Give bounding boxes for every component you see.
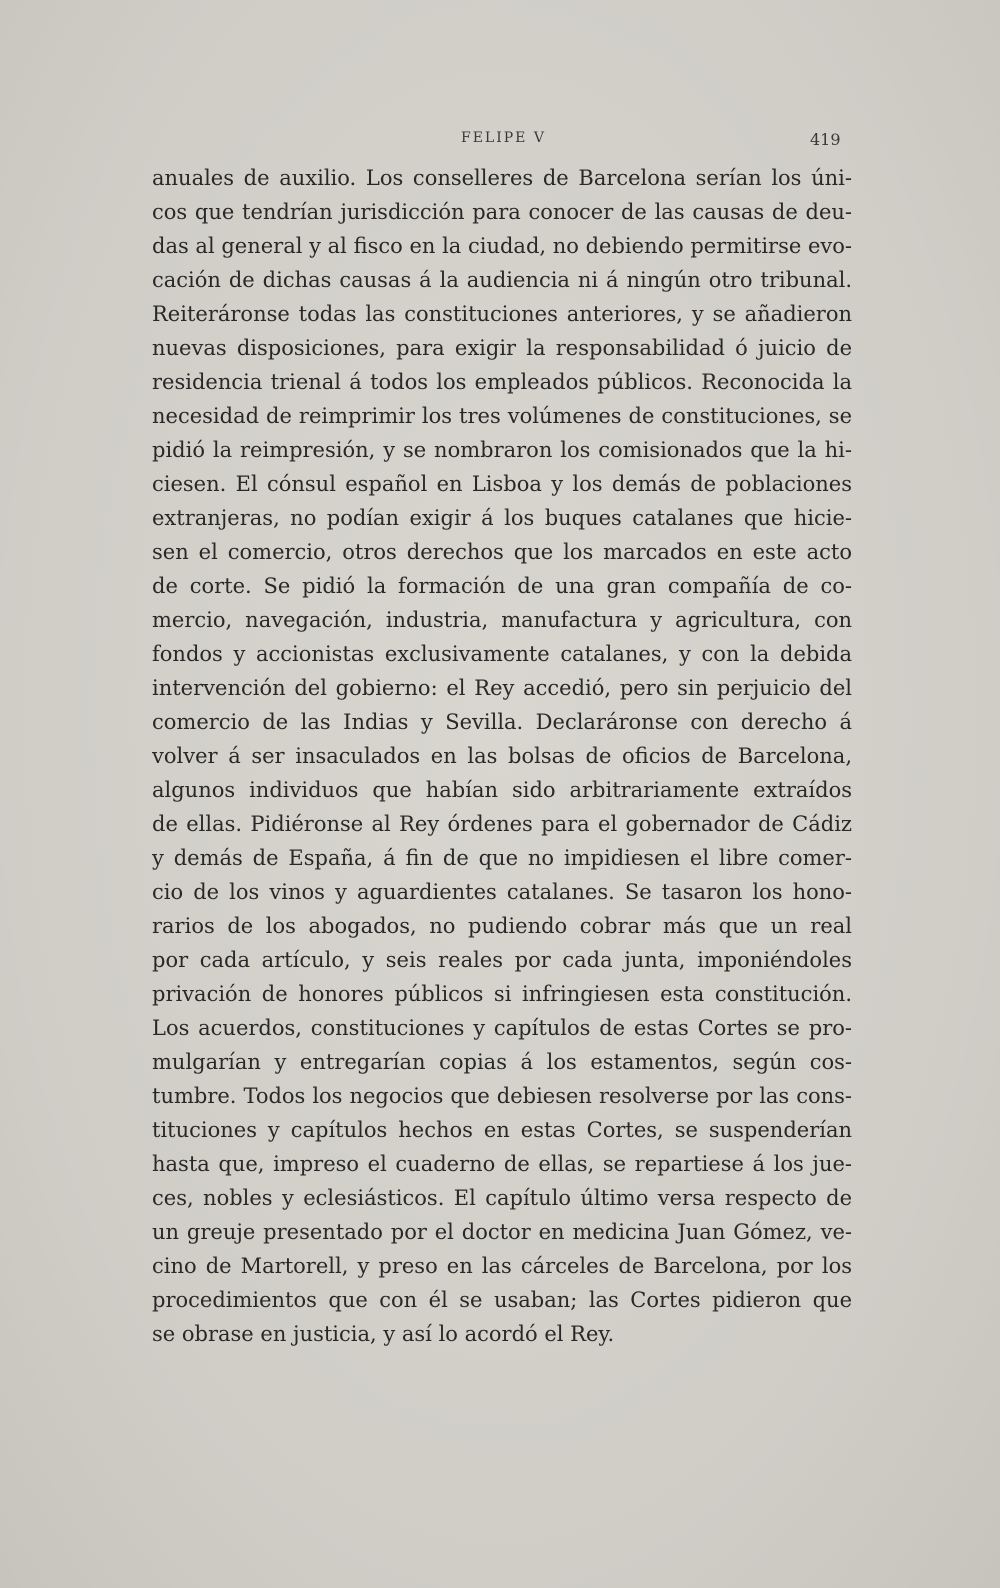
- text-line: un greuje presentado por el doctor en medicina Juan Gómez, ve-: [152, 1220, 852, 1244]
- text-line: mulgarían y entregarían copias á los estamentos, según cos-: [152, 1050, 852, 1074]
- text-line: necesidad de reimprimir los tres volúmenes de constituciones, se: [152, 404, 852, 428]
- text-line: privación de honores públicos si infringiesen esta constitución.: [152, 982, 852, 1006]
- text-line: sen el comercio, otros derechos que los marcados en este acto: [152, 540, 852, 564]
- text-line: ces, nobles y eclesiásticos. El capítulo último versa respecto de: [152, 1186, 852, 1210]
- text-line: extranjeras, no podían exigir á los buques catalanes que hicie-: [152, 506, 852, 530]
- text-line: pidió la reimpresión, y se nombraron los comisionados que la hi-: [152, 438, 852, 462]
- text-line: hasta que, impreso el cuaderno de ellas, se repartiese á los jue-: [152, 1152, 852, 1176]
- running-title: FELIPE V: [461, 130, 546, 146]
- text-line: anuales de auxilio. Los conselleres de Barcelona serían los úni-: [152, 166, 852, 190]
- text-line: cos que tendrían jurisdicción para conocer de las causas de deu-: [152, 200, 852, 224]
- text-line: comercio de las Indias y Sevilla. Declaráronse con derecho á: [152, 710, 852, 734]
- text-line: tumbre. Todos los negocios que debiesen resolverse por las cons-: [152, 1084, 852, 1108]
- text-line: se obrase en justicia, y así lo acordó el Rey.: [152, 1322, 615, 1346]
- text-line: por cada artículo, y seis reales por cada junta, imponiéndoles: [152, 948, 852, 972]
- text-line: rarios de los abogados, no pudiendo cobrar más que un real: [152, 914, 852, 938]
- text-line: de ellas. Pidiéronse al Rey órdenes para el gobernador de Cádiz: [152, 812, 852, 836]
- text-line: de corte. Se pidió la formación de una gran compañía de co-: [152, 574, 852, 598]
- text-line: nuevas disposiciones, para exigir la responsabilidad ó juicio de: [152, 336, 852, 360]
- text-line: residencia trienal á todos los empleados públicos. Reconocida la: [152, 370, 852, 394]
- text-line: das al general y al fisco en la ciudad, no debiendo permitirse evo-: [152, 234, 852, 258]
- text-line: cación de dichas causas á la audiencia ni á ningún otro tribunal.: [152, 268, 852, 292]
- text-line: Reiteráronse todas las constituciones anteriores, y se añadieron: [152, 302, 852, 326]
- text-line: mercio, navegación, industria, manufactura y agricultura, con: [152, 608, 852, 632]
- text-line: volver á ser insaculados en las bolsas de oficios de Barcelona,: [152, 744, 852, 768]
- text-line: algunos individuos que habían sido arbitrariamente extraídos: [152, 778, 852, 802]
- text-line: ciesen. El cónsul español en Lisboa y los demás de poblaciones: [152, 472, 852, 496]
- text-line: cino de Martorell, y preso en las cárceles de Barcelona, por los: [152, 1254, 852, 1278]
- text-line: fondos y accionistas exclusivamente catalanes, y con la debida: [152, 642, 852, 666]
- text-line: procedimientos que con él se usaban; las Cortes pidieron que: [152, 1288, 852, 1312]
- text-line: intervención del gobierno: el Rey accedió, pero sin perjuicio del: [152, 676, 852, 700]
- text-line: cio de los vinos y aguardientes catalanes. Se tasaron los hono-: [152, 880, 852, 904]
- page-number: 419: [810, 130, 841, 149]
- text-line: y demás de España, á fin de que no impidiesen el libre comer-: [152, 846, 852, 870]
- body-text: [152, 161, 852, 1351]
- text-line: Los acuerdos, constituciones y capítulos de estas Cortes se pro-: [152, 1016, 852, 1040]
- running-head: [0, 130, 1000, 154]
- text-line: tituciones y capítulos hechos en estas Cortes, se suspenderían: [152, 1118, 852, 1142]
